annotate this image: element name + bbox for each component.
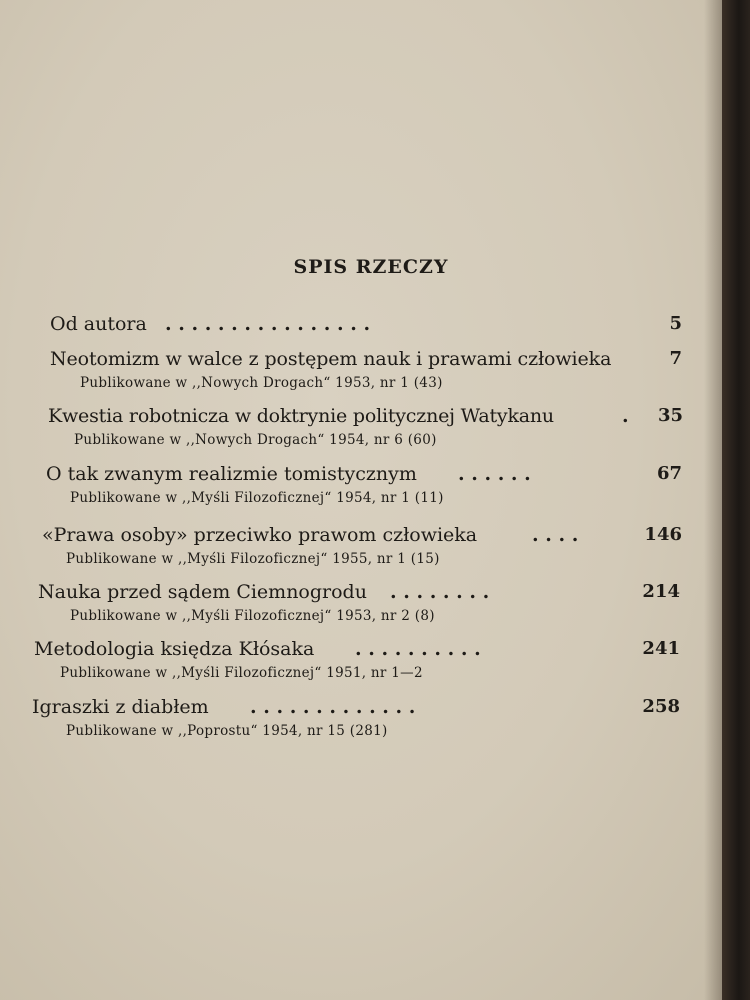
dot-leader: . . . . . . . . . . . . . — [250, 696, 416, 718]
entry-title: O tak zwanym realizmie tomistycznym — [46, 463, 417, 485]
entry-title: Kwestia robotnicza w doktrynie politycznej Watykanu — [48, 405, 554, 427]
entry-title: Neotomizm w walce z postępem nauk i prawami człowieka — [50, 348, 612, 370]
entry-title: «Prawa osoby» przeciwko prawom człowieka — [42, 524, 478, 546]
entry-page-number: 258 — [642, 696, 680, 717]
entry-title: Nauka przed sądem Ciemnogrodu — [38, 581, 367, 603]
publication-note: Publikowane w ,,Myśli Filozoficznej“ 1953, nr 2 (8) — [70, 608, 435, 624]
publication-note: Publikowane w ,,Myśli Filozoficznej“ 1955, nr 1 (15) — [66, 551, 440, 567]
entry-page-number: 214 — [642, 581, 680, 602]
toc-entry — [0, 346, 722, 406]
toc-title: SPIS RZECZY — [293, 256, 449, 278]
entry-page-number: 146 — [644, 524, 682, 545]
page-edge-shadow — [704, 0, 722, 1000]
dot-leader: . . . . — [532, 524, 579, 546]
publication-note: Publikowane w ,,Nowych Drogach“ 1954, nr 6 (60) — [74, 432, 437, 448]
dot-leader: . — [622, 405, 629, 427]
dot-leader: . . . . . . . . — [390, 581, 490, 603]
toc-entry — [0, 522, 722, 582]
entry-title: Metodologia księdza Kłósaka — [34, 638, 315, 660]
publication-note: Publikowane w ,,Poprostu“ 1954, nr 15 (281) — [66, 723, 388, 739]
publication-note: Publikowane w ,,Myśli Filozoficznej“ 1954, nr 1 (11) — [70, 490, 444, 506]
toc-entry — [0, 461, 722, 521]
entry-title: Igraszki z diabłem — [32, 696, 209, 718]
toc-entry — [0, 403, 722, 463]
toc-entry — [0, 636, 722, 696]
publication-note: Publikowane w ,,Nowych Drogach“ 1953, nr 1 (43) — [80, 375, 443, 391]
dot-leader: . . . . . . . . . . . . . . . . — [165, 313, 371, 335]
toc-entry — [0, 694, 722, 754]
dot-leader: . . . . . . — [458, 463, 531, 485]
entry-page-number: 35 — [657, 405, 683, 426]
dot-leader: . . . . . . . . . . — [355, 638, 481, 660]
book-cover-edge — [722, 0, 750, 1000]
toc-entry — [0, 579, 722, 639]
publication-note: Publikowane w ,,Myśli Filozoficznej“ 1951, nr 1—2 — [60, 665, 423, 681]
entry-page-number: 5 — [669, 313, 682, 334]
entry-title: Od autora — [50, 313, 147, 335]
entry-page-number: 7 — [669, 348, 682, 369]
entry-page-number: 241 — [642, 638, 680, 659]
entry-page-number: 67 — [656, 463, 682, 484]
